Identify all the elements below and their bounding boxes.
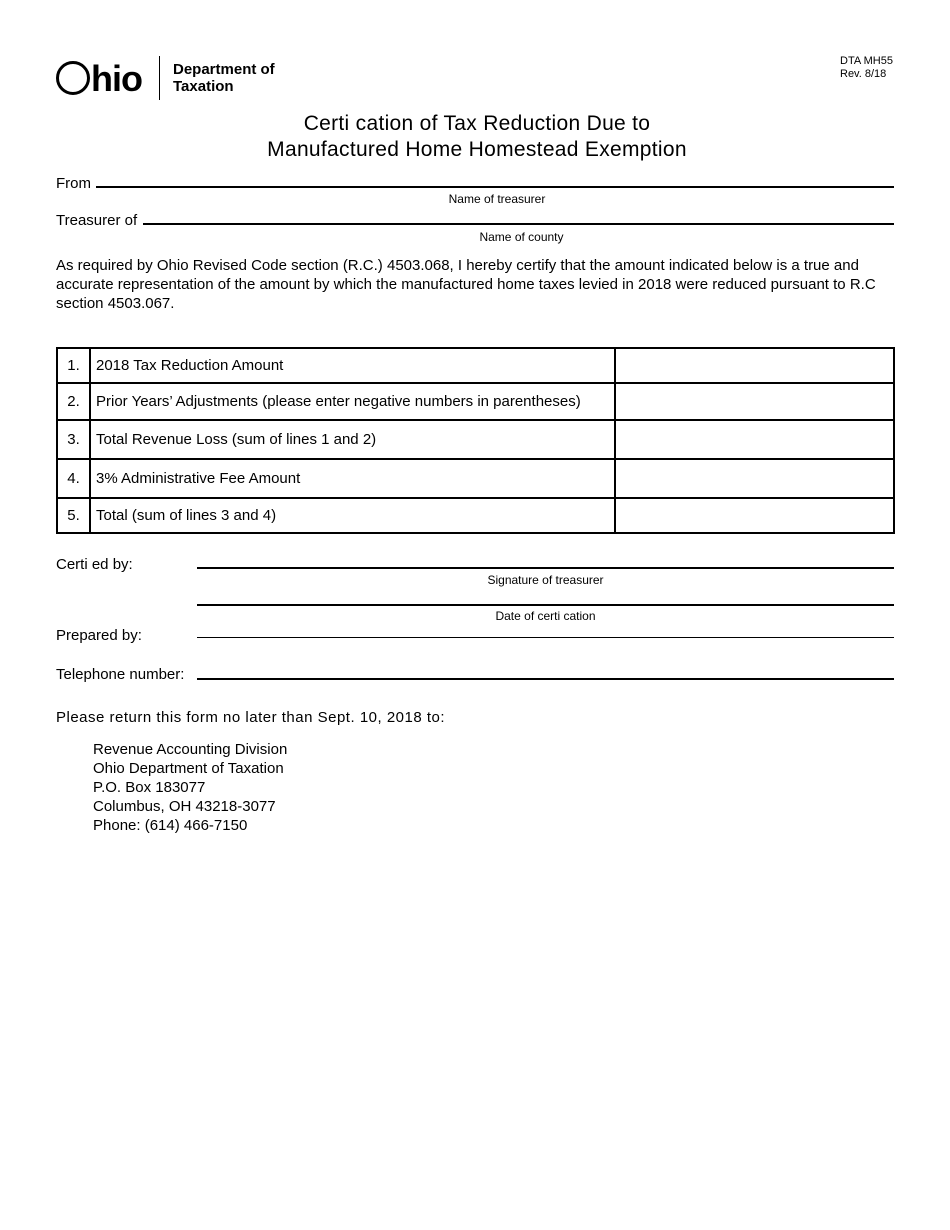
address-line: Revenue Accounting Division: [93, 741, 288, 758]
line-label: Total (sum of lines 3 and 4): [90, 498, 615, 533]
logo-divider: [159, 56, 160, 100]
treasurer-caption: Name of county: [479, 230, 564, 244]
certification-date-caption: Date of certi cation: [495, 609, 596, 623]
table-row: [57, 498, 894, 533]
prepared-by-label: Prepared by:: [56, 627, 142, 644]
table-row: [57, 459, 894, 498]
certification-paragraph: As required by Ohio Revised Code section (R.C.) 4503.068, I hereby certify that the amount indicated below is a true and accurate representation of the amount by which the manufactured home taxes levied in 2018 were reduced pursuant to R.C section 4503.067.: [56, 257, 876, 312]
line-label: 3% Administrative Fee Amount: [90, 459, 615, 498]
address-line: Ohio Department of Taxation: [93, 760, 284, 777]
line-label: 2018 Tax Reduction Amount: [90, 348, 615, 383]
table-row: [57, 348, 894, 383]
from-label: From: [56, 175, 91, 192]
line-amount-input[interactable]: [615, 383, 894, 420]
line-number: 2.: [57, 383, 90, 420]
line-number: 4.: [57, 459, 90, 498]
telephone-label: Telephone number:: [56, 666, 185, 683]
from-input-line[interactable]: [96, 186, 894, 188]
prepared-by-input-line[interactable]: [197, 637, 894, 638]
table-row: [57, 383, 894, 420]
address-line: Columbus, OH 43218-3077: [93, 798, 276, 815]
address-line: P.O. Box 183077: [93, 779, 206, 796]
line-amount-input[interactable]: [615, 420, 894, 459]
ohio-logo-o-icon: [56, 61, 90, 95]
treasurer-input-line[interactable]: [143, 223, 894, 225]
address-phone: Phone: (614) 466-7150: [93, 817, 248, 834]
form-identifier: [840, 55, 893, 81]
return-address: [93, 740, 287, 835]
department-line2: Taxation: [173, 78, 234, 95]
signature-caption: Signature of treasurer: [487, 573, 604, 587]
line-amount-input[interactable]: [615, 498, 894, 533]
table-row: [57, 420, 894, 459]
page-title-line1: Certi cation of Tax Reduction Due to: [303, 112, 651, 135]
amount-table: [56, 347, 895, 534]
line-amount-input[interactable]: [615, 348, 894, 383]
department-name: [173, 61, 275, 95]
return-instruction: Please return this form no later than Sept. 10, 2018 to:: [56, 709, 446, 726]
line-number: 3.: [57, 420, 90, 459]
certified-by-label: Certi ed by:: [56, 556, 133, 573]
page-title-line2: Manufactured Home Homestead Exemption: [267, 138, 687, 161]
ohio-logo-text: hio: [91, 58, 142, 99]
telephone-input-line[interactable]: [197, 678, 894, 680]
ohio-logo: [56, 56, 142, 102]
line-number: 1.: [57, 348, 90, 383]
line-number: 5.: [57, 498, 90, 533]
certification-date-input-line[interactable]: [197, 604, 894, 606]
line-amount-input[interactable]: [615, 459, 894, 498]
signature-input-line[interactable]: [197, 567, 894, 569]
line-label: Prior Years’ Adjustments (please enter negative numbers in parentheses): [90, 383, 615, 420]
department-line1: Department of: [173, 61, 275, 78]
line-label: Total Revenue Loss (sum of lines 1 and 2): [90, 420, 615, 459]
form-revision: Rev. 8/18: [840, 68, 887, 80]
treasurer-label: Treasurer of: [56, 212, 138, 229]
form-code: DTA MH55: [840, 55, 893, 67]
from-caption: Name of treasurer: [448, 192, 546, 206]
